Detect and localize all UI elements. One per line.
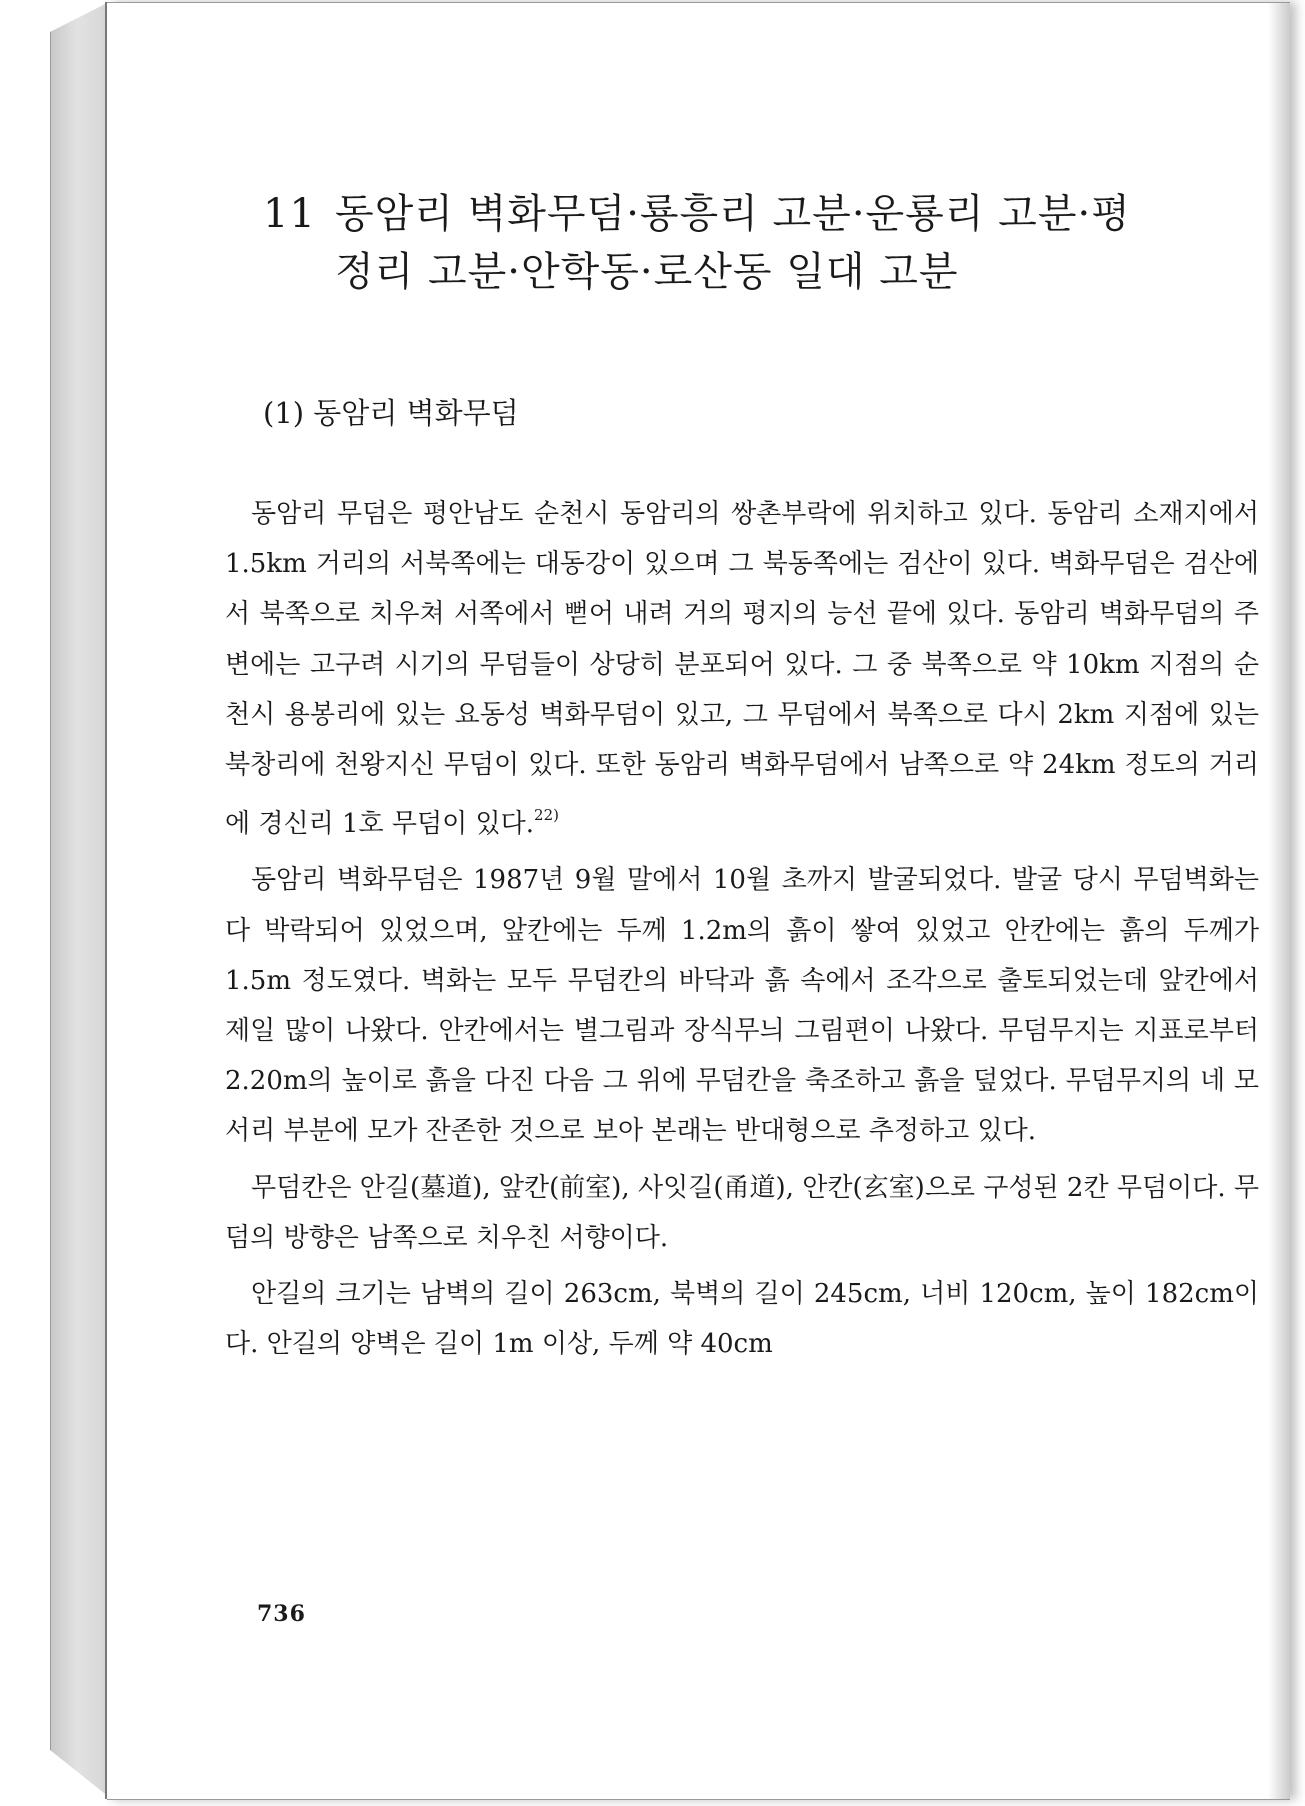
chapter-heading bbox=[263, 185, 1263, 301]
footnote-reference: 22) bbox=[534, 806, 559, 825]
chapter-heading-line1 bbox=[263, 185, 1263, 243]
page-number: 736 bbox=[257, 1601, 306, 1627]
paragraph bbox=[225, 1163, 1259, 1263]
body-text bbox=[225, 489, 1259, 1375]
section-heading: (1) 동암리 벽화무덤 bbox=[263, 396, 519, 430]
paragraph bbox=[225, 855, 1259, 1156]
chapter-number: 11 bbox=[263, 191, 316, 237]
paragraph-text: 무덤칸은 안길(墓道), 앞칸(前室), 사잇길(甬道), 안칸(玄室)으로 구성된 2칸 무덤이다. 무덤의 방향은 남쪽으로 치우친 서향이다. bbox=[225, 1172, 1259, 1253]
paragraph bbox=[225, 1269, 1259, 1369]
book-page bbox=[107, 2, 1290, 1800]
chapter-title-line2: 정리 고분·안학동·로산동 일대 고분 bbox=[335, 249, 959, 295]
paragraph bbox=[225, 489, 1259, 849]
paragraph-text: 동암리 무덤은 평안남도 순천시 동암리의 쌍촌부락에 위치하고 있다. 동암리 소재지에서 1.5km 거리의 서북쪽에는 대동강이 있으며 그 북동쪽에는 검산이 있다. 벽화무덤은 검산에서 북쪽으로 치우쳐 서쪽에서 뻗어 내려 거의 평지의 능선 끝에 있다. 동암리 벽화무덤의 주변에는 고구려 시기의 무덤들이 상당히 분포되어 있다. 그 중 북쪽으로 약 10km 지점의 순천시 용봉리에 있는 요동성 벽화무덤이 있고, 그 무덤에서 북쪽으로 다시 2km 지점에 있는 북창리에 천왕지신 무덤이 있다. 또한 동암리 벽화무덤에서 남쪽으로 약 24km 정도의 거리에 경신리 1호 무덤이 있다. bbox=[225, 499, 1259, 840]
page-edge-shadow bbox=[1268, 3, 1290, 1799]
chapter-title-line1: 동암리 벽화무덤·룡흥리 고분·운룡리 고분·평 bbox=[335, 191, 1131, 237]
book-side-edge bbox=[50, 2, 109, 1797]
paragraph-text: 동암리 벽화무덤은 1987년 9월 말에서 10월 초까지 발굴되었다. 발굴 당시 무덤벽화는 다 박락되어 있었으며, 앞칸에는 두께 1.2m의 흙이 쌓여 있었고 안칸에는 흙의 두께가 1.5m 정도였다. 벽화는 모두 무덤칸의 바닥과 흙 속에서 조각으로 출토되었는데 앞칸에서 제일 많이 나왔다. 안칸에서는 별그림과 장식무늬 그림편이 나왔다. 무덤무지는 지표로부터 2.20m의 높이로 흙을 다진 다음 그 위에 무덤칸을 축조하고 흙을 덮었다. 무덤무지의 네 모서리 부분에 모가 잔존한 것으로 보아 본래는 반대형으로 추정하고 있다. bbox=[225, 865, 1259, 1147]
paragraph-text: 안길의 크기는 남벽의 길이 263cm, 북벽의 길이 245cm, 너비 120cm, 높이 182cm이다. 안길의 양벽은 길이 1m 이상, 두께 약 40cm bbox=[225, 1279, 1259, 1360]
